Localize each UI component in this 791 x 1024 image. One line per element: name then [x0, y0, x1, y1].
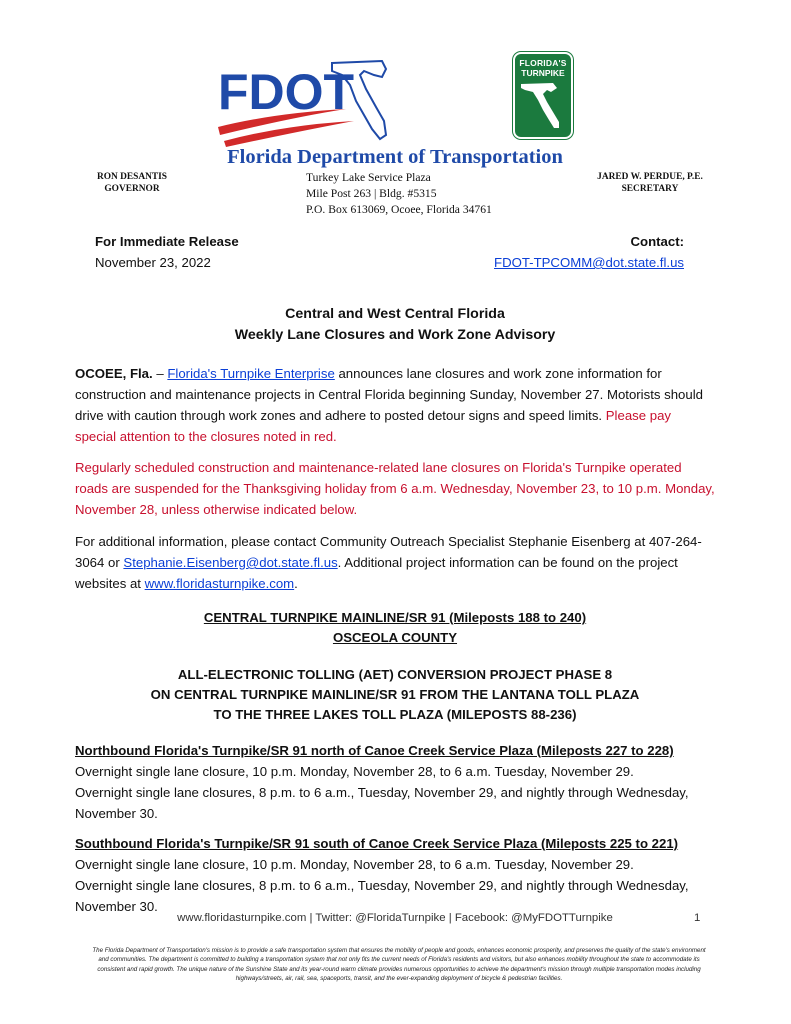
turnpike-logo-line1: FLORIDA'S — [519, 58, 567, 68]
contact-text-3: . — [294, 576, 298, 591]
release-label: For Immediate Release — [95, 234, 239, 249]
closure-line: Overnight single lane closure, 10 p.m. Monday, November 28, to 6 a.m. Tuesday, November 29. — [75, 764, 634, 779]
department-title: Florida Department of Transportation — [227, 146, 563, 168]
contact-text-1: For additional information, please contact Community Outreach Specialist Stephanie Eisenberg at 407-264-3064 or — [75, 534, 702, 570]
turnpike-logo — [513, 52, 573, 139]
intro-text: announces lane closures and work zone information for construction and maintenance projects in Central Florida beginning Sunday, November 27. Motorists should drive with caution through work zones and adhere to posted detour signs and speed limits. — [75, 366, 703, 423]
dateline: OCOEE, Fla. — [75, 366, 153, 381]
advisory-title-line-2: Weekly Lane Closures and Work Zone Advisory — [234, 327, 556, 343]
footer-links: www.floridasturnpike.com | Twitter: @FloridaTurnpike | Facebook: @MyFDOTTurnpike — [177, 912, 613, 924]
closure-heading: Northbound Florida's Turnpike/SR 91 north of Canoe Creek Service Plaza (Mileposts 227 to 228) — [75, 743, 674, 758]
contact-text-2: . Additional project information can be found on the project websites at — [75, 555, 678, 591]
address-block — [306, 170, 546, 218]
project-header — [75, 665, 715, 725]
address-line-1: Turkey Lake Service Plaza — [306, 171, 431, 184]
section-header-line-2: OSCEOLA COUNTY — [332, 630, 458, 645]
contact-paragraph — [75, 531, 715, 594]
website-link[interactable]: www.floridasturnpike.com — [144, 576, 295, 591]
project-header-line-3: TO THE THREE LAKES TOLL PLAZA (MILEPOSTS 88-236) — [213, 707, 577, 722]
governor-block — [74, 171, 190, 195]
fdot-logo — [214, 55, 404, 151]
address-line-2: Mile Post 263 | Bldg. #5315 — [306, 187, 437, 200]
advisory-title-line-1: Central and West Central Florida — [285, 306, 505, 322]
mission-statement: The Florida Department of Transportation's mission is to provide a safe transportation system that ensures the mobility of people and goods, enhances economic prosperity, and preserves the quality of the state's environment and communities. The department is committed to building a transportation system that not only fits the current needs of Florida's residents and visitors, but also enhances mobility throughout the state to accommodate its consistent and rapid growth. The unique nature of the Sunshine State and its year-round warm climate provides numerous opportunities to achieve the department's mission through multiple transportation modes including highways/streets, air, rail, sea, spaceports, transit, and the ever-expanding deployment of bicycle & pedestrian facilities. — [92, 947, 706, 983]
turnpike-enterprise-link[interactable]: Florida's Turnpike Enterprise — [167, 366, 335, 381]
section-header-line-1: CENTRAL TURNPIKE MAINLINE/SR 91 (Mileposts 188 to 240) — [203, 610, 587, 625]
florida-map-icon — [513, 78, 573, 133]
page-number: 1 — [694, 912, 701, 924]
closure-line: Overnight single lane closures, 8 p.m. to 6 a.m., Tuesday, November 29, and nightly through Wednesday, November 30. — [75, 878, 689, 914]
governor-name: RON DESANTIS — [96, 172, 168, 182]
address-line-3: P.O. Box 613069, Ocoee, Florida 34761 — [306, 203, 492, 216]
secretary-block — [580, 171, 720, 195]
governor-title: GOVERNOR — [104, 184, 160, 194]
contact-email-link[interactable]: FDOT-TPCOMM@dot.state.fl.us — [494, 255, 684, 270]
advisory-title — [95, 304, 695, 346]
project-header-line-1: ALL-ELECTRONIC TOLLING (AET) CONVERSION PROJECT PHASE 8 — [177, 667, 613, 682]
closure-item — [75, 740, 735, 824]
closure-heading: Southbound Florida's Turnpike/SR 91 south of Canoe Creek Service Plaza (Mileposts 225 to 221) — [75, 836, 679, 851]
holiday-notice: Regularly scheduled construction and maintenance-related lane closures on Florida's Turnpike operated roads are suspended for the Thanksgiving holiday from 6 a.m. Wednesday, November 23, to 10 p.m. Monday, November 28, unless otherwise indicated below. — [75, 460, 715, 517]
closure-line: Overnight single lane closures, 8 p.m. to 6 a.m., Tuesday, November 29, and nightly through Wednesday, November 30. — [75, 785, 689, 821]
intro-paragraph — [75, 363, 715, 447]
outreach-email-link[interactable]: Stephanie.Eisenberg@dot.state.fl.us — [123, 555, 338, 570]
dateline-dash: – — [152, 366, 168, 381]
fdot-logo-text: FDOT — [218, 64, 355, 120]
release-date: November 23, 2022 — [95, 255, 211, 270]
secretary-title: SECRETARY — [621, 184, 679, 194]
closure-line: Overnight single lane closure, 10 p.m. Monday, November 28, to 6 a.m. Tuesday, November 29. — [75, 857, 634, 872]
contact-label: Contact: — [630, 234, 684, 249]
closure-item — [75, 833, 735, 917]
secretary-name: JARED W. PERDUE, P.E. — [597, 172, 703, 182]
turnpike-logo-line2: TURNPIKE — [521, 68, 565, 78]
intro-red-note: Please pay special attention to the closures noted in red. — [75, 408, 672, 444]
section-header — [75, 608, 715, 648]
project-header-line-2: ON CENTRAL TURNPIKE MAINLINE/SR 91 FROM THE LANTANA TOLL PLAZA — [150, 687, 640, 702]
